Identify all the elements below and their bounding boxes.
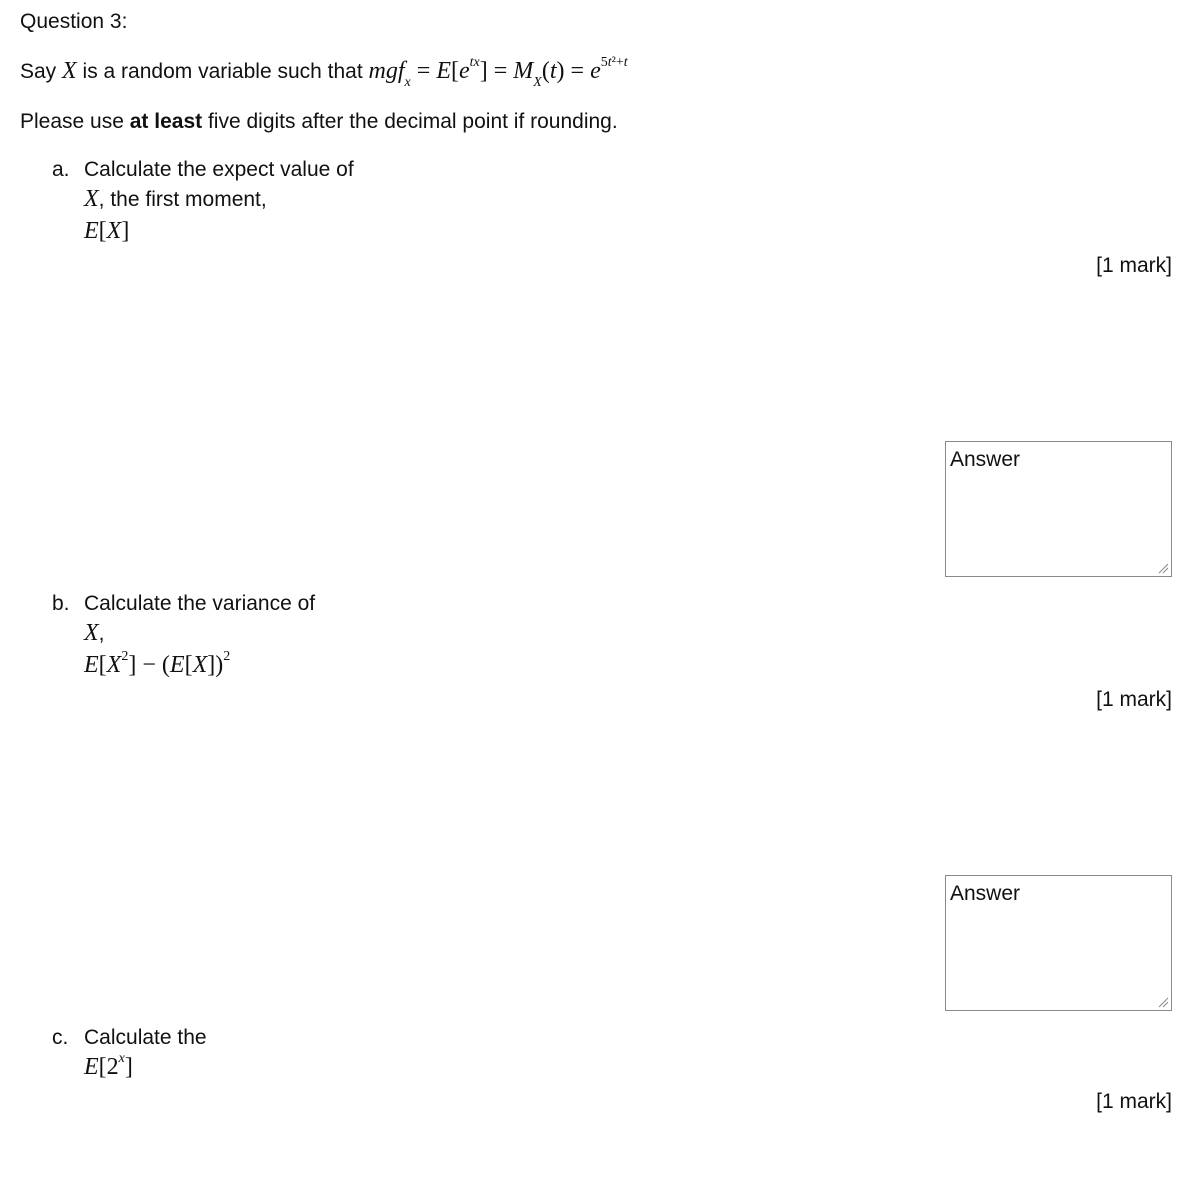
part-a-letter: a. — [52, 158, 70, 181]
part-b-mark: [1 mark] — [1096, 688, 1172, 711]
rounding-instruction: Please use at least five digits after the decimal point if rounding. — [20, 110, 618, 133]
part-b-letter: b. — [52, 592, 70, 615]
intro-variable: X — [62, 58, 77, 84]
mgf-formula: $mgf_x = E[e^{tx}] = M_X(t) = e^{5t^2+t}$ — [368, 55, 628, 90]
part-c-letter: c. — [52, 1026, 69, 1049]
resize-grip-icon[interactable] — [1157, 562, 1169, 574]
question-title: Question 3: — [20, 10, 128, 33]
part-c-line1: Calculate the — [84, 1026, 207, 1049]
part-a-line2: X, the first moment, — [84, 186, 267, 212]
part-b-line2: X, — [84, 620, 105, 646]
intro-middle: is a random variable such that — [82, 60, 363, 83]
part-b-answer-input[interactable] — [946, 876, 1171, 1010]
part-c-formula: E[2$^x$] — [84, 1051, 133, 1080]
part-a-answer-box[interactable] — [945, 441, 1172, 577]
part-a-mark: [1 mark] — [1096, 254, 1172, 277]
part-a-formula: E[X] — [84, 218, 130, 244]
part-c-mark: [1 mark] — [1096, 1090, 1172, 1113]
part-a-answer-input[interactable] — [946, 442, 1171, 576]
part-b-answer-box[interactable] — [945, 875, 1172, 1011]
intro-prefix: Say — [20, 60, 57, 83]
resize-grip-icon[interactable] — [1157, 996, 1169, 1008]
question-intro — [20, 55, 628, 90]
part-b-line1: Calculate the variance of — [84, 592, 316, 615]
rounding-emphasis: at least — [129, 110, 203, 133]
part-b-formula: $E[X^2] - (E[X])^2$ — [84, 649, 231, 678]
part-a-line1: Calculate the expect value of — [84, 158, 354, 181]
